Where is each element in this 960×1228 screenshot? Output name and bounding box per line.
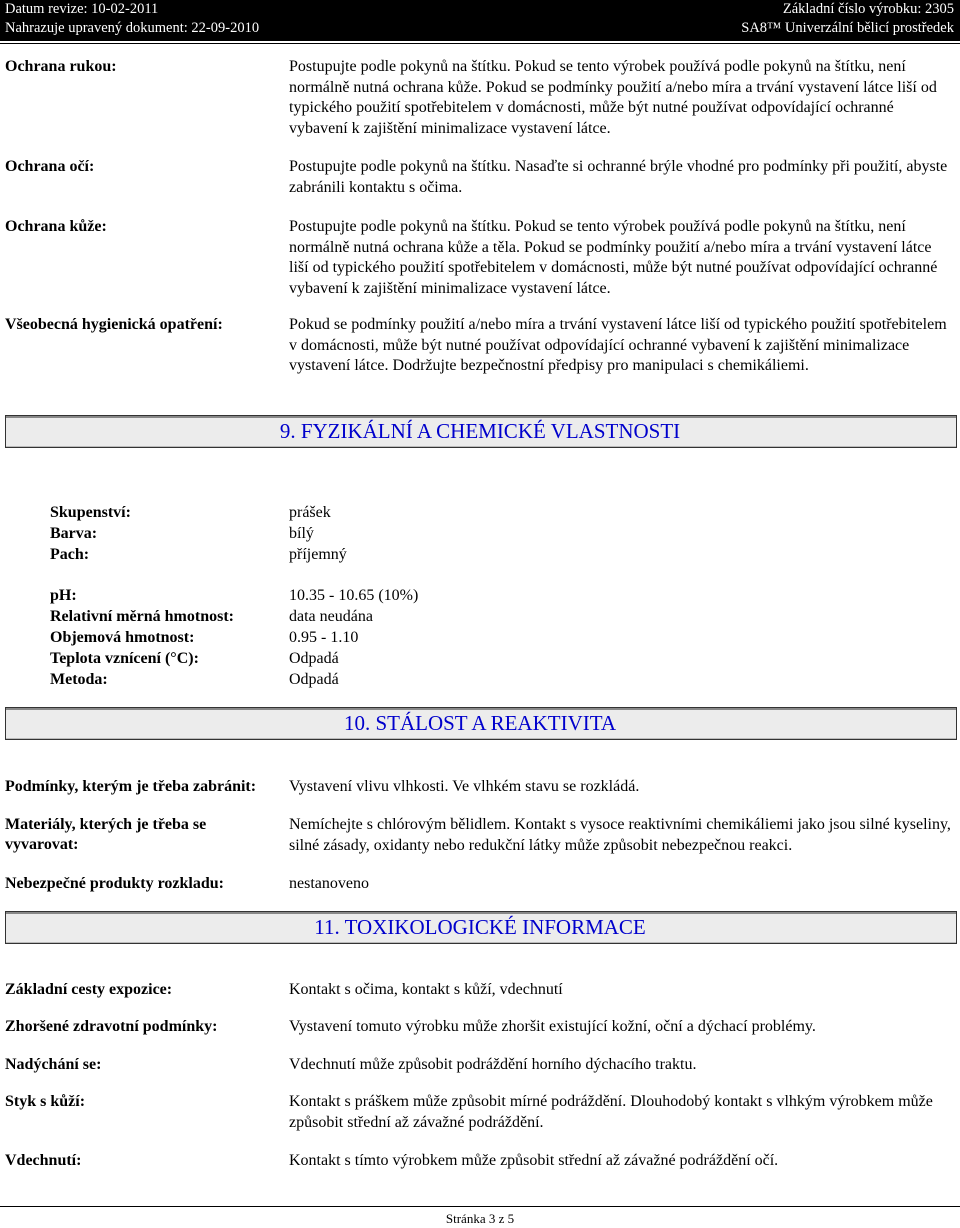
decomposition-text: nestanoveno bbox=[289, 875, 369, 892]
method-value: Odpadá bbox=[289, 671, 339, 688]
density-value: data neudána bbox=[289, 608, 373, 625]
flash-point-label: Teplota vznícení (°C): bbox=[50, 650, 199, 667]
footer-divider bbox=[0, 1206, 960, 1207]
skin-protection-text: Postupujte podle pokynů na štítku. Pokud se tento výrobek používá podle pokynů na štítku, není normálně nutná ochrana kůže a těla. Pokud se podmínky použití a/nebo míra a trvání vystavení látce liší od typického použití spotřebitelem v domácnosti, může být nutné používat odpovídající ochranné vybavení k zajištění minimalizace vystavení látce. bbox=[289, 218, 938, 297]
odor-label: Pach: bbox=[50, 546, 90, 563]
section-10-title: 10. STÁLOST A REAKTIVITA bbox=[343, 711, 617, 735]
materials-to-avoid-label: Materiály, kterých je třeba se vyvarovat: bbox=[5, 816, 207, 853]
conditions-to-avoid-text: Vystavení vlivu vlhkosti. Ve vlhkém stavu se rozkládá. bbox=[289, 778, 640, 795]
color-value: bílý bbox=[289, 525, 314, 542]
hygiene-text: Pokud se podmínky použití a/nebo míra a trvání vystavení látce liší od typického použití spotřebitelem v domácnosti, může být nutné používat odpovídající ochranné vybavení k zajištění minimalizace vystavení látce. Dodržujte bezpečnostní předpisy pro manipulaci s chemikáliemi. bbox=[289, 316, 947, 374]
materials-to-avoid-text: Nemíchejte s chlórovým bělidlem. Kontakt s vysoce reaktivními chemikáliemi jako jsou silné kyseliny, silné zásady, oxidanty nebo redukční látky může způsobit nebezpečnou reakci. bbox=[289, 816, 951, 854]
replaces-date: Nahrazuje upravený dokument: 22-09-2010 bbox=[5, 20, 260, 36]
state-value: prášek bbox=[289, 504, 331, 521]
ph-value: 10.35 - 10.65 (10%) bbox=[289, 587, 419, 604]
inhalation-label: Nadýchání se: bbox=[5, 1056, 102, 1073]
aggravated-conditions-text: Vystavení tomuto výrobku může zhoršit existující kožní, oční a dýchací problémy. bbox=[289, 1018, 816, 1035]
aggravated-conditions-label: Zhoršené zdravotní podmínky: bbox=[5, 1018, 218, 1035]
product-number: Základní číslo výrobku: 2305 bbox=[782, 1, 954, 17]
exposure-routes-label: Základní cesty expozice: bbox=[5, 981, 173, 998]
header-right bbox=[741, 0, 954, 38]
page-number: Stránka 3 z 5 bbox=[445, 1211, 515, 1226]
bulk-density-label: Objemová hmotnost: bbox=[50, 629, 195, 646]
ph-label: pH: bbox=[50, 587, 77, 604]
state-label: Skupenství: bbox=[50, 504, 131, 521]
skin-protection-label: Ochrana kůže: bbox=[5, 218, 107, 235]
section-9-title: 9. FYZIKÁLNÍ A CHEMICKÉ VLASTNOSTI bbox=[279, 419, 681, 443]
hands-protection-text: Postupujte podle pokynů na štítku. Pokud se tento výrobek používá podle pokynů na štítku, není normálně nutná ochrana kůže. Pokud se podmínky použití a/nebo míra a trvání vystavení látce liší od typického použití spotřebitelem v domácnosti, může být nutné používat odpovídající ochranné vybavení k zajištění minimalizace vystavení látce. bbox=[289, 58, 937, 137]
ingestion-label: Vdechnutí: bbox=[5, 1152, 82, 1169]
odor-value: příjemný bbox=[289, 546, 347, 563]
bulk-density-value: 0.95 - 1.10 bbox=[289, 629, 359, 646]
header-divider bbox=[0, 43, 960, 44]
revision-date: Datum revize: 10-02-2011 bbox=[5, 1, 159, 17]
color-label: Barva: bbox=[50, 525, 98, 542]
eyes-protection-text: Postupujte podle pokynů na štítku. Nasaďte si ochranné brýle vhodné pro podmínky při použití, abyste zabránili kontaktu s očima. bbox=[289, 158, 948, 196]
method-label: Metoda: bbox=[50, 671, 108, 688]
conditions-to-avoid-label: Podmínky, kterým je třeba zabránit: bbox=[5, 778, 257, 795]
skin-contact-label: Styk s kůží: bbox=[5, 1093, 86, 1110]
skin-contact-text: Kontakt s práškem může způsobit mírné podráždění. Dlouhodobý kontakt s vlhkým výrobkem může způsobit střední až závažné podráždění. bbox=[289, 1093, 933, 1131]
ingestion-text: Kontakt s tímto výrobkem může způsobit střední až závažné podráždění očí. bbox=[289, 1152, 779, 1169]
exposure-routes-text: Kontakt s očima, kontakt s kůží, vdechnutí bbox=[289, 981, 563, 998]
document-header bbox=[0, 0, 960, 41]
hands-protection-label: Ochrana rukou: bbox=[5, 58, 117, 75]
density-label: Relativní měrná hmotnost: bbox=[50, 608, 234, 625]
section-11-title: 11. TOXIKOLOGICKÉ INFORMACE bbox=[314, 915, 646, 939]
inhalation-text: Vdechnutí může způsobit podráždění horního dýchacího traktu. bbox=[289, 1056, 697, 1073]
eyes-protection-label: Ochrana očí: bbox=[5, 158, 95, 175]
product-name: SA8™ Univerzální bělicí prostředek bbox=[741, 20, 954, 36]
hygiene-label: Všeobecná hygienická opatření: bbox=[5, 316, 223, 333]
header-left bbox=[5, 0, 259, 38]
flash-point-value: Odpadá bbox=[289, 650, 339, 667]
decomposition-label: Nebezpečné produkty rozkladu: bbox=[5, 875, 224, 892]
